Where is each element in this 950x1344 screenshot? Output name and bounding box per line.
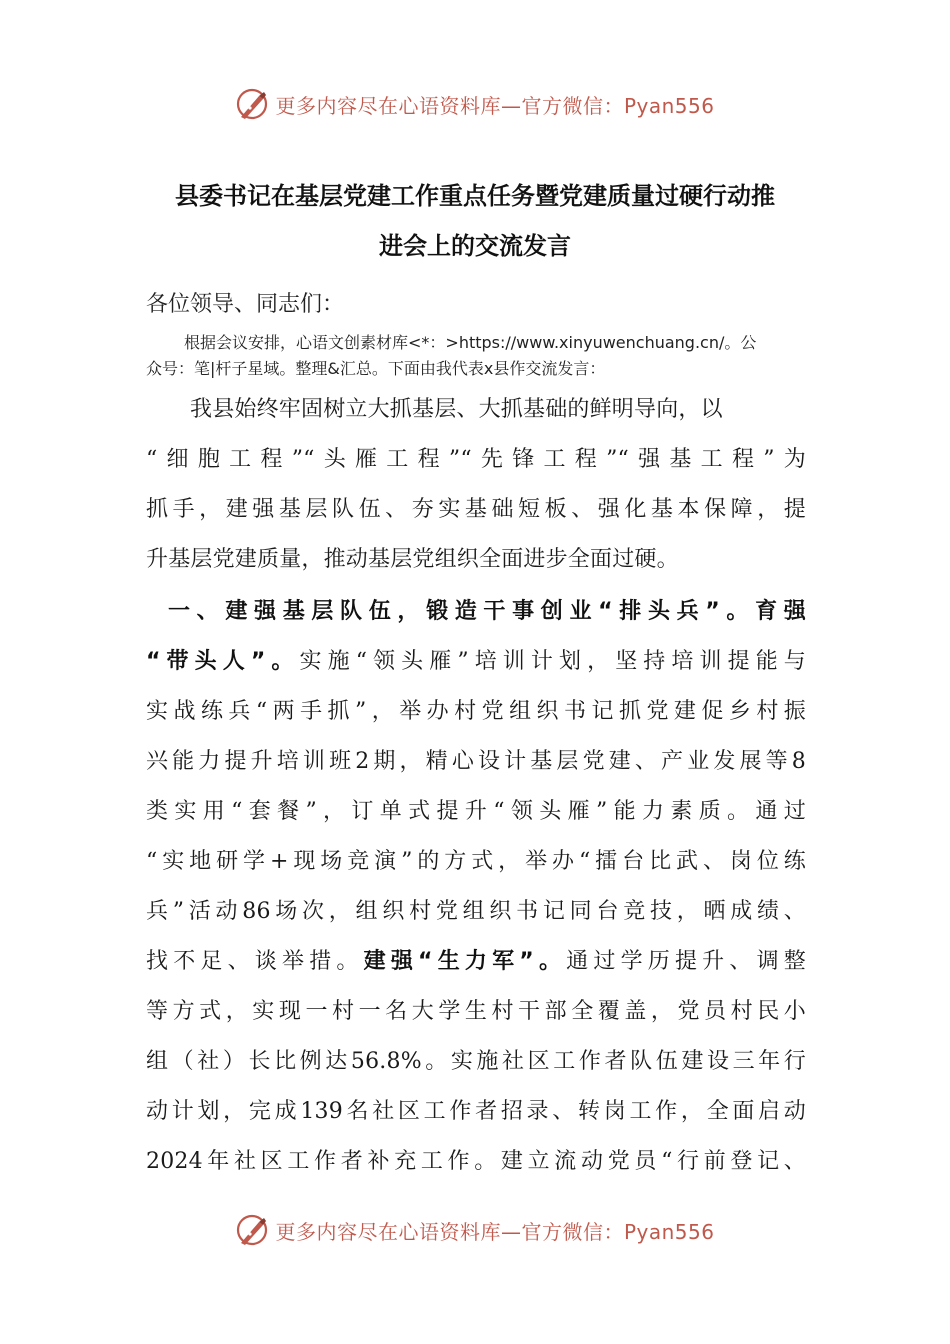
paragraph-line: 升基层党建质量，推动基层党组织全面进步全面过硬。 [146,547,679,572]
document-title-line-2: 进会上的交流发言 [379,232,571,260]
section-heading: 一、建强基层队伍，锻造干事创业“排头兵”。育强 [168,599,806,624]
paragraph-line [146,942,806,982]
pen-nib-circle-icon [235,1213,269,1247]
banner-text: 更多内容尽在心语资料库—官方微信：Pyan556 [275,93,715,118]
subheading: “带头人”。 [146,649,300,674]
greeting: 各位领导、同志们： [146,292,345,317]
paragraph-text: 通过学历提升、调整 [566,949,806,974]
banner-text: 更多内容尽在心语资料库—官方微信：Pyan556 [275,1219,715,1244]
footer-banner [0,1210,950,1250]
header-banner [0,84,950,124]
source-note-line-2: 众号：笔|杆子星域。整理&汇总。下面由我代表x县作交流发言： [146,359,606,378]
paragraph-line: 兵”活动86场次，组织村党组织书记同台竞技，晒成绩、 [146,899,806,924]
paragraph-line: 动计划，完成139名社区工作者招录、转岗工作，全面启动 [146,1099,806,1124]
paragraph-line: 实战练兵“两手抓”，举办村党组织书记抓党建促乡村振 [146,699,806,724]
paragraph-line: 2024年社区工作者补充工作。建立流动党员“行前登记、 [146,1149,806,1174]
paragraph-line [146,642,806,682]
paragraph-line: 组（社）长比例达56.8%。实施社区工作者队伍建设三年行 [146,1049,806,1074]
pen-nib-circle-icon [235,87,269,121]
paragraph-text: 实施“领头雁”培训计划，坚持培训提能与 [299,649,806,674]
paragraph-line: “细胞工程”“头雁工程”“先锋工程”“强基工程”为 [146,447,806,472]
document-title-line-1: 县委书记在基层党建工作重点任务暨党建质量过硬行动推 [175,182,775,210]
subheading: 建强“生力军”。 [363,949,567,974]
paragraph-line: 兴能力提升培训班2期，精心设计基层党建、产业发展等8 [146,749,806,774]
paragraph-line: 类实用“套餐”，订单式提升“领头雁”能力素质。通过 [146,799,806,824]
paragraph-line: 抓手，建强基层队伍、夯实基础短板、强化基本保障，提 [146,497,806,522]
paragraph-line: “实地研学+现场竞演”的方式，举办“擂台比武、岗位练 [146,849,806,874]
source-note-line-1: 根据会议安排，心语文创素材库<*：>https://www.xinyuwenchuang.cn/。公 [184,333,757,352]
paragraph-line: 我县始终牢固树立大抓基层、大抓基础的鲜明导向，以 [190,397,723,422]
paragraph-text: 找不足、谈举措。 [146,949,364,974]
paragraph-line: 等方式，实现一村一名大学生村干部全覆盖，党员村民小 [146,999,806,1024]
